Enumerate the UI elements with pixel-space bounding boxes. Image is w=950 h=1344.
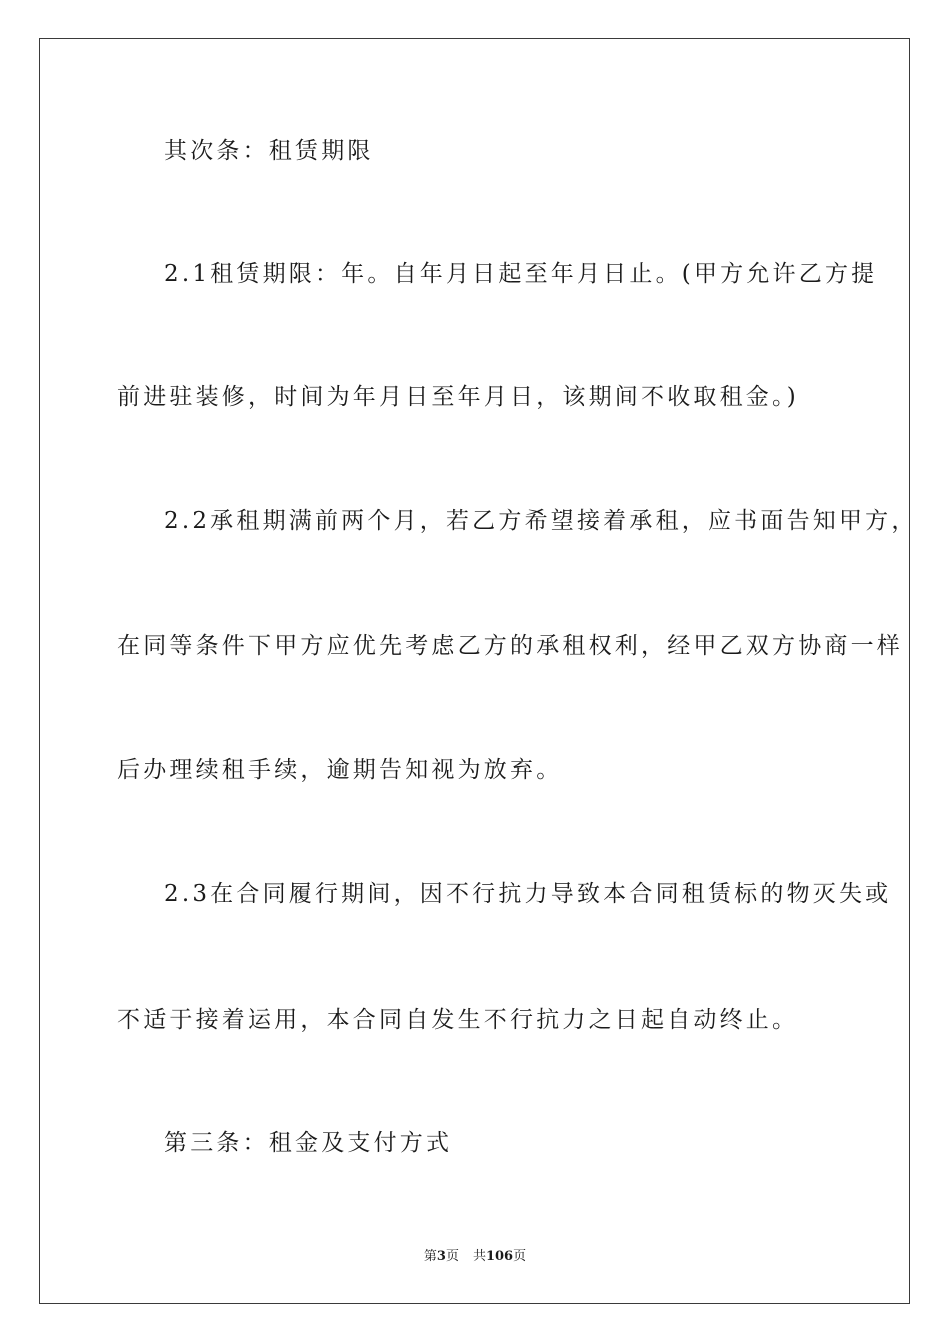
paragraph-line: 不适于接着运用，本合同自发生不行抗力之日起自动终止。	[117, 1007, 799, 1033]
paragraph-line: 后办理续租手续，逾期告知视为放弃。	[117, 757, 563, 783]
current-page-number: 3	[436, 1249, 446, 1264]
footer-page-prefix: 第	[423, 1249, 437, 1264]
footer-total-suffix: 页	[513, 1249, 527, 1264]
page-frame	[39, 38, 910, 1304]
total-pages-number: 106	[485, 1249, 514, 1264]
section-heading-article-3: 第三条：租金及支付方式	[164, 1130, 453, 1156]
paragraph-line: 2.3在合同履行期间，因不行抗力导致本合同租赁标的物灭失或	[164, 881, 892, 907]
page-footer	[0, 1248, 950, 1266]
section-heading-article-2: 其次条：租赁期限	[164, 138, 374, 164]
paragraph-line: 2.2承租期满前两个月，若乙方希望接着承租，应书面告知甲方，	[164, 508, 918, 534]
paragraph-line: 2.1租赁期限：年。自年月日起至年月日止。(甲方允许乙方提	[164, 261, 878, 287]
footer-page-suffix: 页	[445, 1249, 459, 1264]
paragraph-line: 前进驻装修，时间为年月日至年月日，该期间不收取租金。)	[117, 384, 799, 410]
footer-total-prefix: 共	[472, 1249, 486, 1264]
paragraph-line: 在同等条件下甲方应优先考虑乙方的承租权利，经甲乙双方协商一样	[117, 633, 903, 659]
